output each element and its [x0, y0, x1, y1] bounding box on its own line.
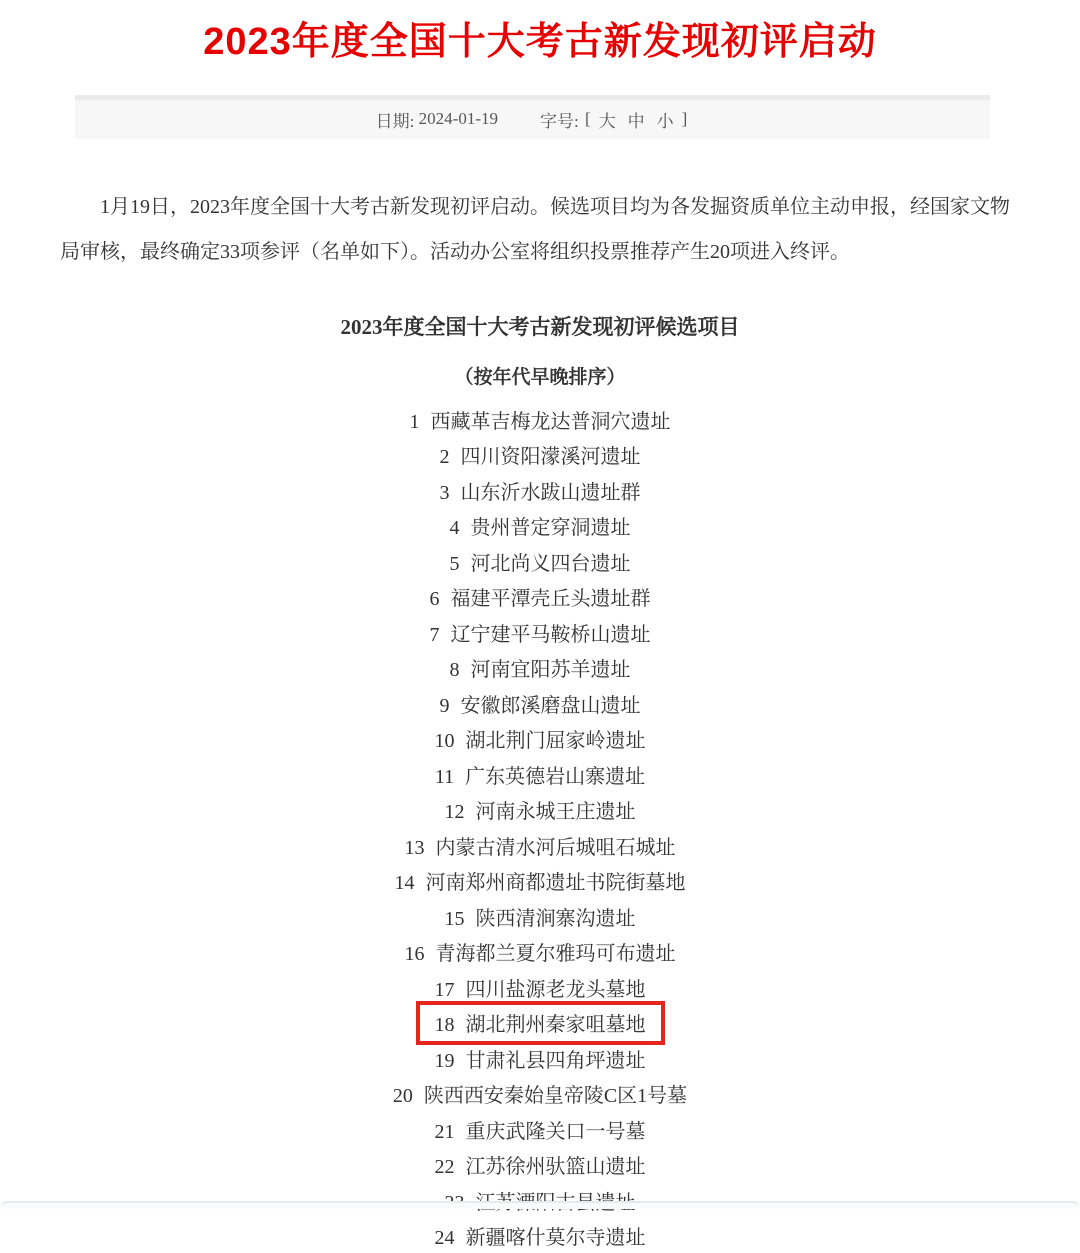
list-item-number: 18	[434, 1013, 455, 1036]
list-item-number: 9	[439, 694, 450, 717]
list-item-number: 10	[434, 730, 455, 753]
list-item	[0, 507, 1080, 543]
list-item-text	[435, 724, 646, 753]
list-item	[0, 862, 1080, 898]
list-item-text	[440, 689, 641, 718]
list-item-name: 青海都兰夏尔雅玛可布遗址	[435, 943, 676, 966]
list-item-text	[405, 937, 676, 966]
list-item-number: 24	[434, 1227, 455, 1250]
list-item-name: 河北尚义四台遗址	[470, 552, 631, 575]
list-item	[0, 933, 1080, 969]
list-item	[0, 827, 1080, 863]
list-item-number: 12	[444, 801, 465, 824]
list-item	[0, 436, 1080, 472]
list-item-number: 5	[449, 552, 460, 575]
fontsize-group	[540, 107, 689, 132]
list-item-number: 16	[404, 943, 425, 966]
fontsize-label: 字号:	[539, 111, 583, 131]
list-item-text	[435, 1115, 646, 1144]
list-item-text	[435, 1150, 646, 1179]
list-item	[0, 1217, 1080, 1253]
list-item-name: 安徽郎溪磨盘山遗址	[460, 694, 641, 717]
list-item-number: 7	[429, 623, 440, 646]
list-item-text	[445, 902, 636, 931]
list-item	[0, 1182, 1080, 1218]
list-item-number: 17	[434, 978, 455, 1001]
list-item-number: 2	[439, 446, 450, 469]
list-item	[0, 1075, 1080, 1111]
list-item	[0, 756, 1080, 792]
bottom-panel-edge	[0, 1201, 1080, 1209]
list-item-name: 四川资阳濛溪河遗址	[460, 446, 641, 469]
list-item-text	[410, 405, 671, 434]
list-item-number: 3	[439, 481, 450, 504]
list-item-name: 河南郑州商都遗址书院街墓地	[425, 872, 686, 895]
list-item	[0, 1004, 1080, 1040]
meta-bar	[75, 95, 990, 139]
list-item-name: 广东英德岩山寨遗址	[465, 765, 646, 788]
list-item-name: 内蒙古清水河后城咀石城址	[435, 836, 676, 859]
list-item-text	[430, 618, 651, 647]
candidate-list-title: 2023年度全国十大考古新发现初评候选项目	[340, 314, 740, 339]
list-item-number: 8	[449, 659, 460, 682]
list-item-name: 甘肃礼县四角坪遗址	[465, 1049, 646, 1072]
list-item	[0, 791, 1080, 827]
list-item-name: 西藏革吉梅龙达普洞穴遗址	[430, 410, 671, 433]
list-item-name: 江苏徐州驮篮山遗址	[465, 1156, 646, 1179]
list-item-text	[445, 795, 636, 824]
fontsize-small-button[interactable]: 小	[656, 111, 674, 131]
list-item-name: 福建平潭壳丘头遗址群	[450, 588, 651, 611]
list-item-text	[435, 760, 645, 789]
list-item-number: 19	[434, 1049, 455, 1072]
date-label: 日期:	[375, 111, 419, 131]
list-item-number: 15	[444, 907, 465, 930]
list-item-text	[440, 476, 641, 505]
list-item	[0, 1146, 1080, 1182]
list-item	[0, 898, 1080, 934]
list-item-text	[430, 582, 651, 611]
list-item-number: 1	[409, 410, 420, 433]
list-item-number: 4	[449, 517, 460, 540]
list-item	[0, 543, 1080, 579]
list-item-name: 新疆喀什莫尔寺遗址	[465, 1227, 646, 1250]
list-item-name: 山东沂水跋山遗址群	[460, 481, 641, 504]
list-item-number: 11	[434, 765, 455, 788]
bracket-open: [	[584, 109, 591, 129]
list-item-name: 陕西清涧寨沟遗址	[475, 907, 636, 930]
list-item-name: 贵州普定穿洞遗址	[470, 517, 631, 540]
list-item-name: 重庆武隆关口一号墓	[465, 1120, 646, 1143]
list-item-text	[405, 831, 676, 860]
list-item-text	[435, 973, 646, 1002]
candidate-list	[0, 401, 1080, 1253]
list-item-number: 6	[429, 588, 440, 611]
list-item-text	[435, 1221, 646, 1250]
list-item	[0, 649, 1080, 685]
list-item-text	[395, 866, 686, 895]
list-item-text	[450, 653, 631, 682]
list-item-name: 陕西西安秦始皇帝陵C区1号墓	[423, 1085, 688, 1108]
list-item	[0, 578, 1080, 614]
list-item	[0, 472, 1080, 508]
list-item	[0, 401, 1080, 437]
date-value: 2024-01-19	[418, 109, 498, 129]
list-item-number: 20	[392, 1085, 413, 1108]
list-item	[0, 685, 1080, 721]
fontsize-large-button[interactable]: 大	[598, 111, 616, 131]
highlight-box	[416, 1001, 665, 1045]
list-item	[0, 1040, 1080, 1076]
list-item-text	[450, 511, 631, 540]
list-item-name: 湖北荆门屈家岭遗址	[465, 730, 646, 753]
list-item	[0, 1111, 1080, 1147]
list-item-number: 13	[404, 836, 425, 859]
list-item-text	[450, 547, 631, 576]
list-item	[0, 969, 1080, 1005]
list-item-name: 湖北荆州秦家咀墓地	[465, 1013, 646, 1036]
list-item-name: 河南永城王庄遗址	[475, 801, 636, 824]
list-item	[0, 720, 1080, 756]
list-item-number: 14	[394, 872, 415, 895]
date-group	[376, 107, 498, 132]
list-item-number: 21	[434, 1120, 455, 1143]
list-item-text	[393, 1079, 687, 1108]
page-title: 2023年度全国十大考古新发现初评启动	[203, 21, 877, 63]
list-item-name: 辽宁建平马鞍桥山遗址	[450, 623, 651, 646]
list-item-number: 22	[434, 1156, 455, 1179]
list-item-text	[440, 440, 641, 469]
candidate-list-subtitle: （按年代早晚排序）	[454, 366, 626, 388]
fontsize-medium-button[interactable]: 中	[627, 111, 645, 131]
bracket-close: ]	[681, 109, 688, 129]
list-item-name: 四川盐源老龙头墓地	[465, 978, 646, 1001]
list-item-name: 河南宜阳苏羊遗址	[470, 659, 631, 682]
list-item-text	[435, 1044, 646, 1073]
list-item	[0, 614, 1080, 650]
intro-paragraph: 1月19日，2023年度全国十大考古新发现初评启动。候选项目均为各发掘资质单位主动申报，经国家文物局审核，最终确定33项参评（名单如下）。活动办公室将组织投票推荐产生20项进入终评。	[60, 195, 1010, 263]
